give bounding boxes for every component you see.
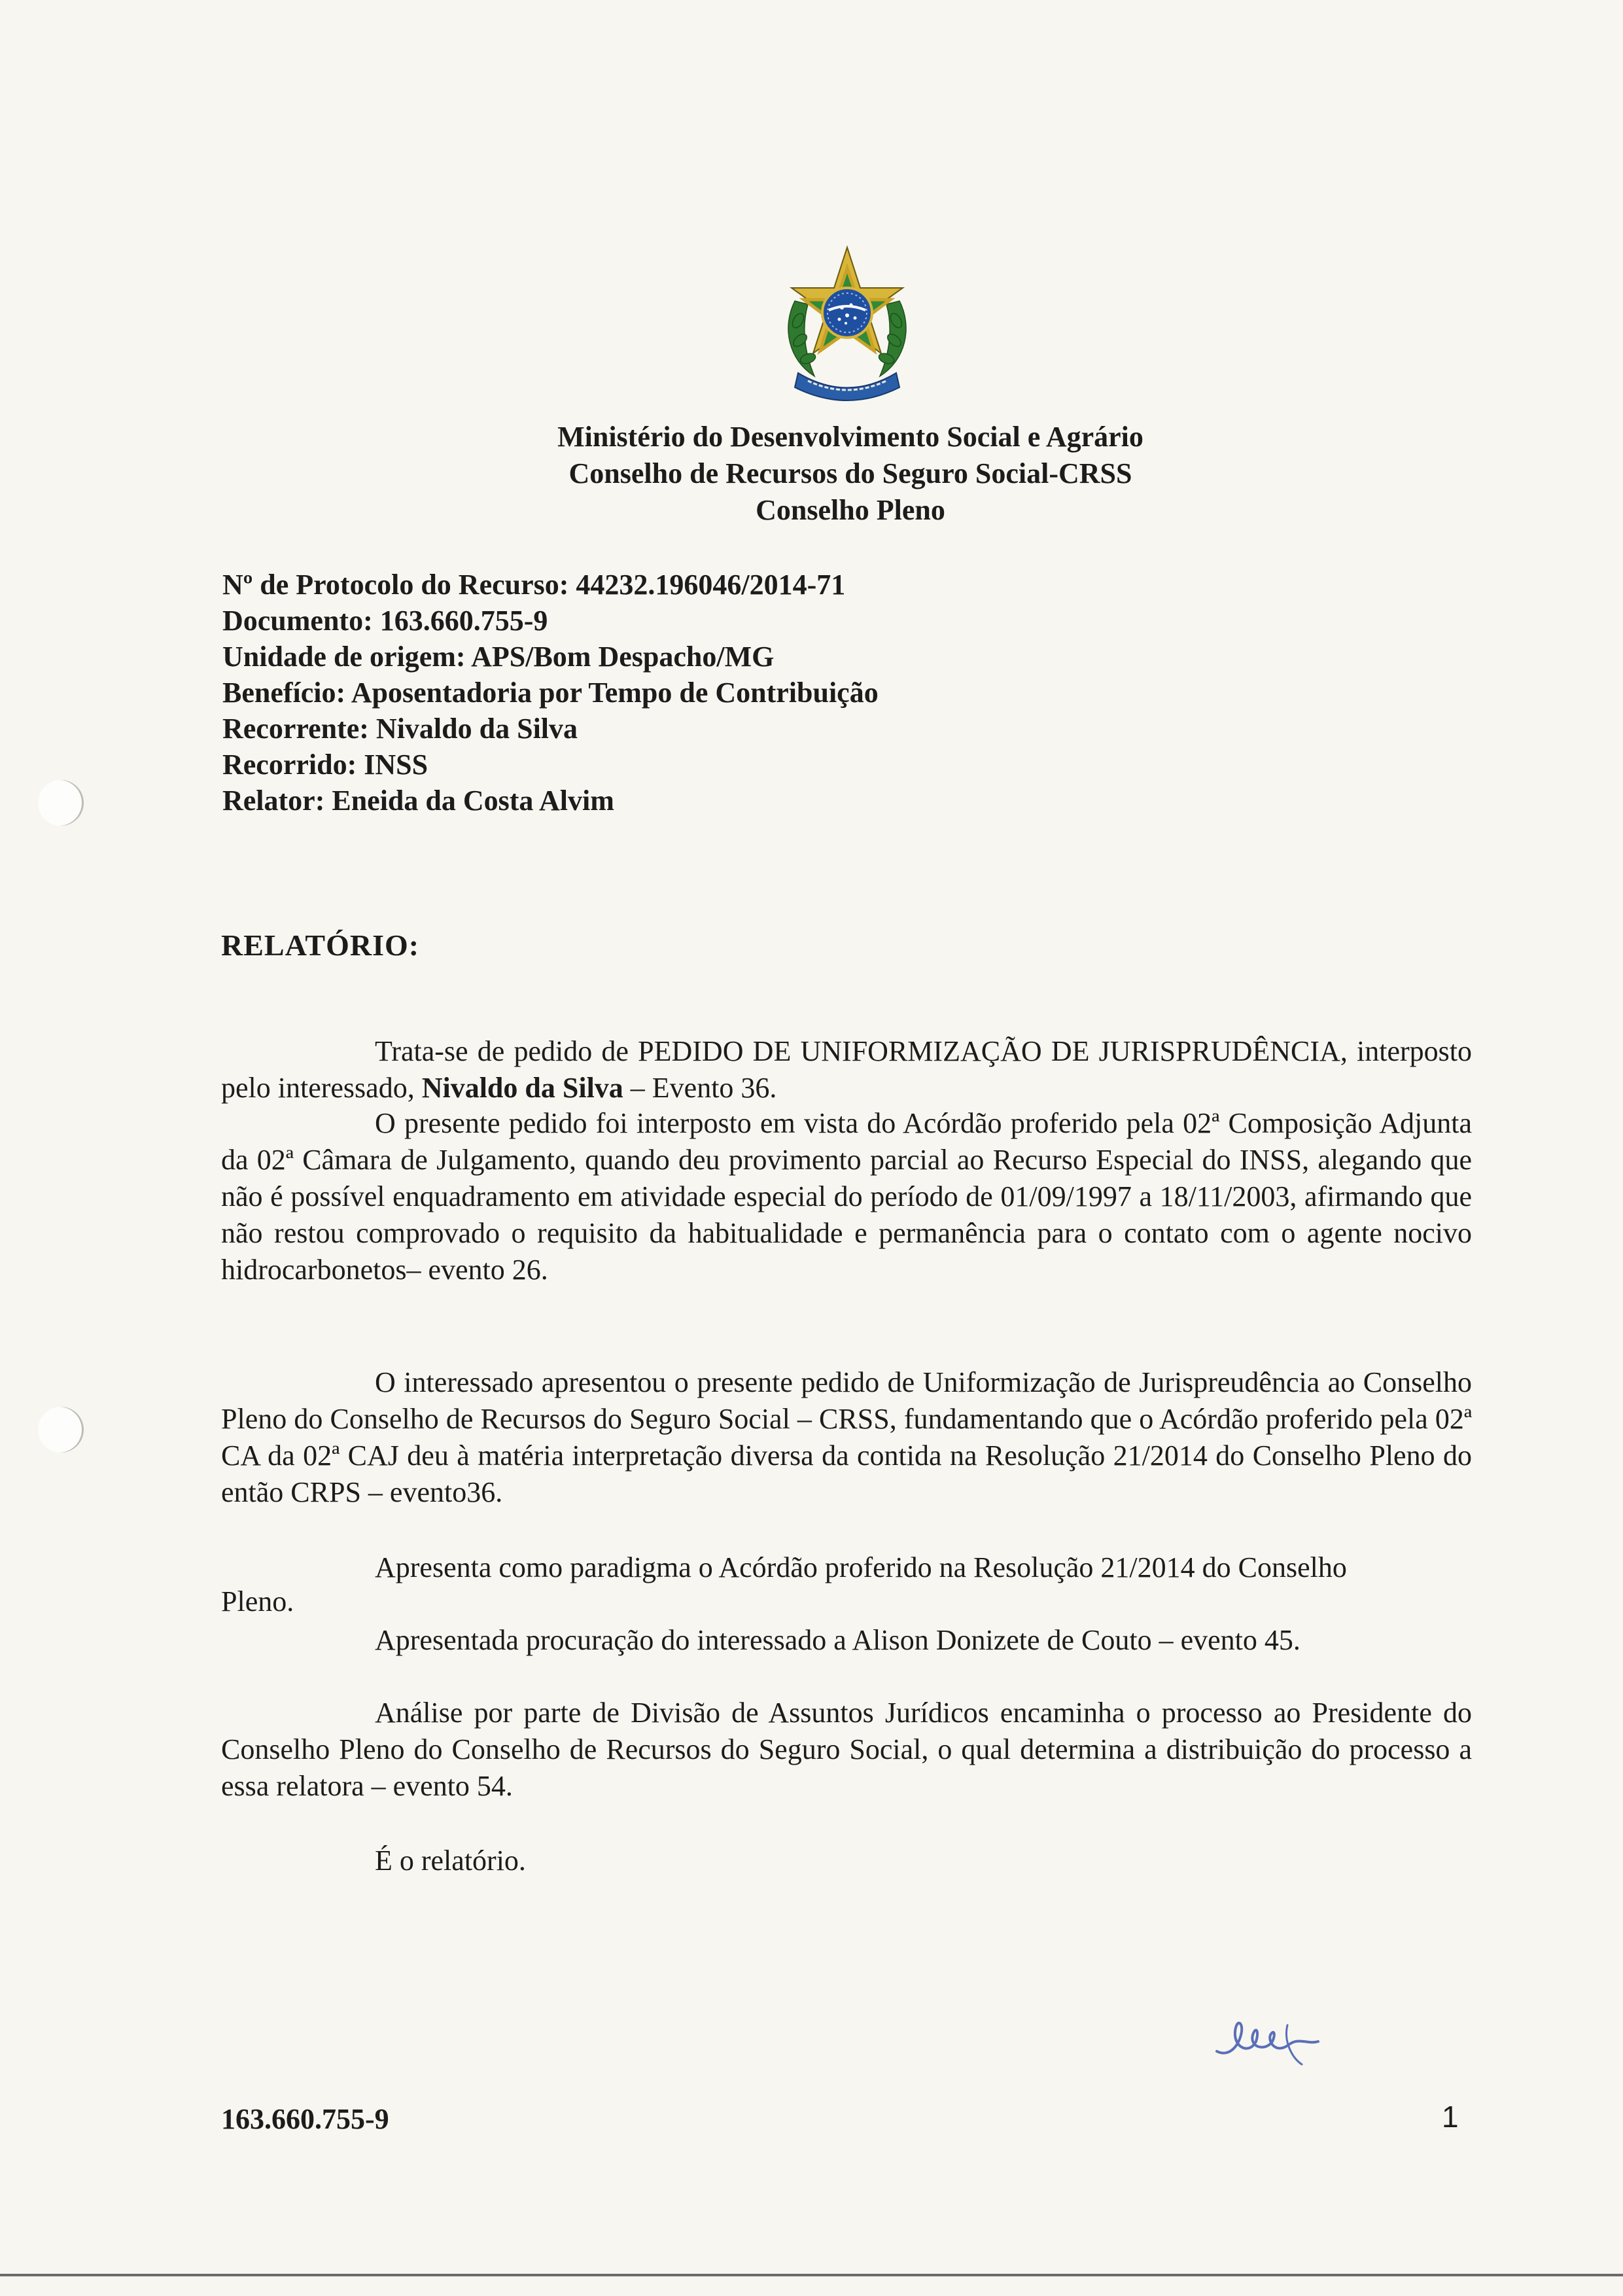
paragraph-6: Análise por parte de Divisão de Assuntos Jurídicos encaminha o processo ao Presidente do Conselho Pleno do Conselho de Recursos do Seguro Social, o qual determina a distribuição do processo a essa relatora – evento 54.	[221, 1697, 1472, 1802]
paragraph-1-text-a: Trata-se de pedido de PEDIDO DE UNIFORMIZAÇÃO DE JURISPRUDÊNCIA, interposto pelo interessado,	[221, 1035, 1472, 1104]
origin-unit: Unidade de origem: APS/Bom Despacho/MG	[222, 641, 775, 673]
benefit: Benefício: Aposentadoria por Tempo de Contribuição	[222, 677, 879, 709]
paragraph-7: É o relatório.	[375, 1845, 526, 1877]
footer-page-number: 1	[1442, 2100, 1459, 2134]
institution-header	[458, 419, 1243, 529]
coat-of-arms-emblem	[769, 242, 926, 406]
paragraph-4-end: Pleno.	[221, 1585, 294, 1617]
paragraph-1	[221, 1033, 1472, 1106]
paragraph-2: O presente pedido foi interposto em vista do Acórdão proferido pela 02ª Composição Adjunta da 02ª Câmara de Julgamento, quando deu provimento parcial ao Recurso Especial do INSS, alegando que não é possível enquadramento em atividade especial do período de 01/09/1997 a 18/11/2003, afirmando que não restou comprovado o requisito da habitualidade e permanência para o contato com o agente nocivo hidrocarbonetos– evento 26.	[221, 1107, 1472, 1286]
chamber-name: Conselho Pleno	[756, 494, 945, 526]
rapporteur: Relator: Eneida da Costa Alvim	[222, 785, 614, 817]
ministry-name: Ministério do Desenvolvimento Social e Agrário	[557, 421, 1143, 453]
appellant: Recorrente: Nivaldo da Silva	[222, 713, 578, 745]
appellee: Recorrido: INSS	[222, 749, 428, 781]
paragraph-3: O interessado apresentou o presente pedido de Uniformização de Jurispreudência ao Conselho Pleno do Conselho de Recursos do Seguro Social – CRSS, fundamentando que o Acórdão proferido pela 02ª CA da 02ª CAJ deu à matéria interpretação diversa da contida na Resolução 21/2014 do Conselho Pleno do então CRPS – evento36.	[221, 1366, 1472, 1508]
case-metadata	[222, 567, 879, 819]
document-number: Documento: 163.660.755-9	[222, 605, 548, 637]
handwritten-initials-signature	[1210, 2005, 1328, 2077]
paragraph-5: Apresentada procuração do interessado a Alison Donizete de Couto – evento 45.	[375, 1624, 1300, 1656]
council-name: Conselho de Recursos do Seguro Social-CRSS	[568, 457, 1132, 489]
footer-document-number: 163.660.755-9	[221, 2103, 389, 2135]
section-title: RELATÓRIO:	[221, 928, 420, 962]
protocol-number: Nº de Protocolo do Recurso: 44232.196046/2014-71	[222, 569, 846, 601]
scan-edge-line	[0, 2274, 1623, 2276]
punch-hole-top	[38, 780, 84, 826]
paragraph-1-text-b: – Evento 36.	[623, 1072, 777, 1104]
punch-hole-bottom	[38, 1407, 84, 1453]
paragraph-4: Apresenta como paradigma o Acórdão proferido na Resolução 21/2014 do Conselho	[375, 1551, 1347, 1583]
paragraph-1-interested-name: Nivaldo da Silva	[421, 1072, 623, 1104]
